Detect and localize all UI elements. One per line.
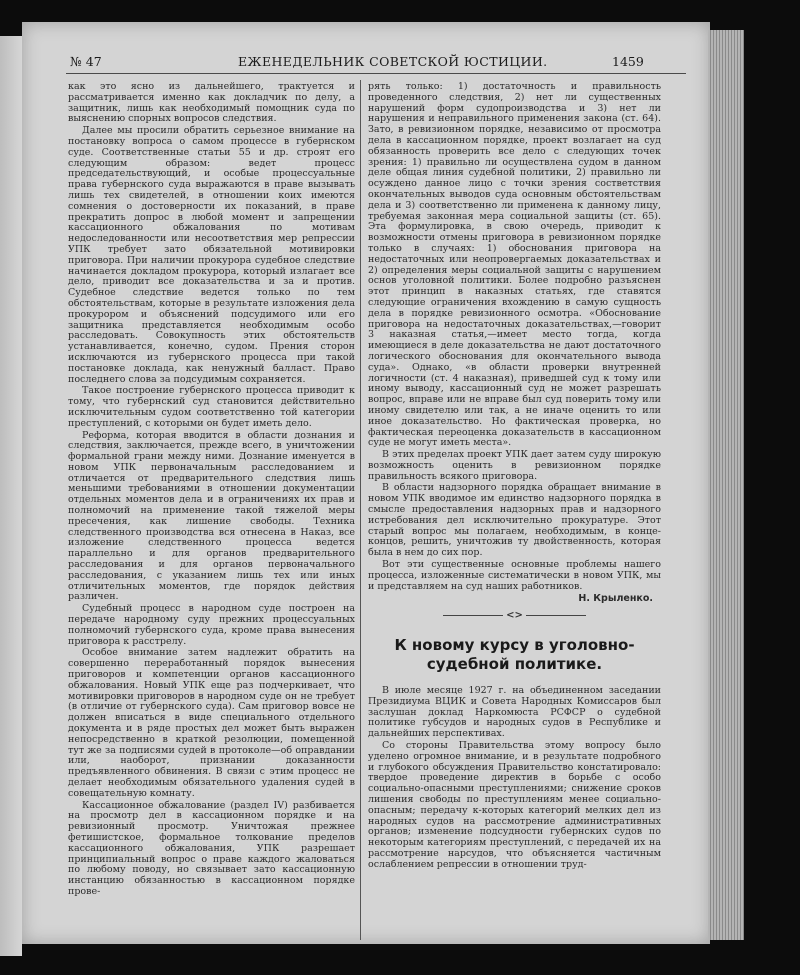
paragraph: Судебный процесс в народном суде построен на передаче народному суду прежних процессуальных полномочий губернского суда, кроме права вынесения приговора к расстрелу. [68,603,355,647]
right-column [368,82,661,872]
paragraph: Такое построение губернского процесса приводит к тому, что губернский суд становится действительно исключительным судом соответственно той категории преступлений, с которыми он будет иметь дело. [68,385,355,429]
paragraph: Со стороны Правительства этому вопросу было уделено огромное внимание, и в результате подробного и глубокого обсуждения Правительство констатировало: твердое проведение директив в борьбе с особо социально-опасными преступлениями; снижение сроков лишения свободы по преступлениям менее социально-опасным; передачу к-которых категорий мелких дел из народных судов на рассмотрение административных органов; изменение подсудности губернских судов по некоторым категориям преступлений, с передачей их на рассмотрение нарсудов, что объясняется частичным ослаблением репрессии в отношении труд- [368,740,661,870]
journal-title: ЕЖЕНЕДЕЛЬНИК СОВЕТСКОЙ ЮСТИЦИИ. [238,54,548,69]
section-divider [368,611,661,622]
issue-number: № 47 [70,54,102,69]
paragraph: Вот эти существенные основные проблемы нашего процесса, изложенные систематически в новом УПК, мы и представляем на суд наших работников. [368,559,661,592]
book-left-edge [0,36,22,956]
running-header [52,50,690,70]
author-signature: Н. Крыленко. [578,593,653,605]
paragraph: Особое внимание затем надлежит обратить на совершенно переработанный порядок вынесения приговоров и компетенции органов кассационного обжалования. Новый УПК еще раз подчеркивает, что мотивировки приговоров в народном суде он не требует (в отличие от губернского суда). Сам приговор вовсе не должен вписаться в виде специального отдельного документа и в ряде простых дел может быть выражен непосредственно в краткой резолюции, помещенной тут же за подписями судей в протоколе—об оправдании или, наоборот, признании доказанности предъявленного обвинения. В связи с этим процесс не делает необходимым обязательного удаления судей в совещательную комнату. [68,647,355,799]
paragraph: В этих пределах проект УПК дает затем суду широкую возможность оценить в ревизионном порядке правильность всякого приговора. [368,449,661,482]
column-divider [360,80,361,940]
paragraph: как это ясно из дальнейшего, трактуется и рассматривается именно как докладчик по делу, а защитник, лишь как необходимый помощник суда по выяснению спорных вопросов следствия. [68,81,355,125]
paragraph: Реформа, которая вводится в области дознания и следствия, заключается, прежде всего, в уничтожении формальной грани между ними. Дознание именуется в новом УПК первоначальным расследованием и отличается от предварительного следствия лишь меньшими требованиями в отношении документации отдельных моментов дела и в ограничениях их прав и полномочий на применение такой тяжелой меры пресечения, как лишение свободы. Техника следственного производства вся отнесена в Наказ, все изложение следственного процесса ведется параллельно и для органов предварительного расследования и для органов первоначального расследования, с указанием лишь тех или иных отличительных моментов, где порядок действия различен. [68,429,355,603]
paragraph: Далее мы просили обратить серьезное внимание на постановку вопроса о самом процессе в губернском суде. Соответственные статьи 55 и др. строят его следующим образом: ведет процесс председательствующий, и особые процессуальные права губернского суда выражаются в праве вызывать лишь тех свидетелей, в отношении коих имеются сомнения о достоверности их показаний, в праве прекратить допрос в любой момент и запрещении кассационного обжалования по мотивам недоследованности или несоответствия мер репрессии УПК требует зато обязательной мотивировки приговора. При наличии прокурора судебное следствие начинается докладом прокурора, который излагает все дело, приводит все доказательства и за и против. Судебное следствие ведется только по тем обстоятельствам, которые в результате изложения дела прокурором и объяснений подсудимого или его защитника представляется необходимым особо расследовать. Совокупность этих обстоятельств устанавливается, конечно, судом. Прения сторон исключаются из губернского процесса при такой постановке доклада, как ненужный балласт. Право последнего слова за подсудимым сохраняется. [68,125,355,385]
paragraph: Кассационное обжалование (раздел IV) разбивается на просмотр дел в кассационном порядке и на ревизионный просмотр. Уничтожая прежнее фетишистское, формальное толкование пределов кассационного обжалования, УПК разрешает принципиальный вопрос о праве каждого жаловаться по любому поводу, но связывает зато кассационную инстанцию обязанностью в кассационном порядке прове- [68,799,355,897]
header-rule [66,73,686,74]
page-number: 1459 [612,54,644,69]
paragraph: рять только: 1) достаточность и правильность проведенного следствия, 2) нет ли существенных нарушений форм судопроизводства и 3) нет ли нарушения и неправильного применения закона (ст. 64). Зато, в ревизионном порядке, независимо от просмотра дела в кассационном порядке, проект возлагает на суд обязанность проверить все дело с следующих точек зрения: 1) правильно ли осуществлена судом в данном деле общая линия судебной политики, 2) правильно ли осуждено данное лицо с точки зрения состветствия окончательных выводов суда основным обстоятельствам дела и 3) соответственно ли применена к данному лицу, требуемая законная мера социальной защиты (ст. 65). Эта формулировка, в свою очередь, приводит к возможности отмены приговора в ревизионном порядке только в случаях: 1) обоснования приговора на недостаточных или неопровергаемых доказательствах и 2) определения меры социальной защиты с нарушением основ уголовной политики. Более подробно разъяснен этот принцип в наказных статьях, где ставятся следующие ограничения вхождению в самую сущность дела в порядке ревизионного осмотра. «Обоснование приговора на недостаточных доказательствах,—говорит 3 наказная статья,—имеет место тогда, когда имеющиеся в деле доказательства не дают достаточного логического обоснования для окончательного вывода суда». Однако, «в области проверки внутренней логичности (ст. 4 наказная), приведшей суд к тому или иному выводу, кассационный суд не может разрешать вопрос, вправе или не вправе был суд поверить тому или иному свидетелю или так, а не иначе оценить то или иное доказательство. Но фактическая проверка, но фактическая переоценка доказательств в кассационном суде не могут иметь места». [368,81,661,449]
divider-ornament: <> [506,610,523,622]
article-title: К новому курсу в уголовно-судебной политике. [394,636,635,674]
paragraph: В области надзорного порядка обращает внимание в новом УПК вводимое им единство надзорного порядка в смысле предоставления надзорных прав и надзорного истребования дел исключительно прокуратуре. Этот старый вопрос мы полагаем, необходимым, в конце-концов, решить, уничтожив ту двойственность, которая была в нем до сих пор. [368,482,661,559]
paragraph: В июле месяце 1927 г. на объединенном заседании Президиума ВЦИК и Совета Народных Комиссаров был заслушан доклад Наркомюста РСФСР о судебной политике губсудов и народных судов в Республике и дальнейших перспективах. [368,685,661,740]
page-stack-edge [708,30,744,940]
left-column [68,82,355,899]
